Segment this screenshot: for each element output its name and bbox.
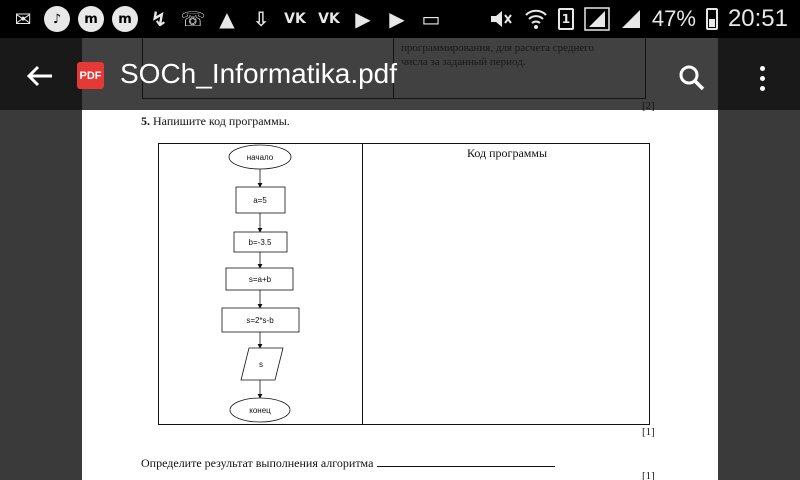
status-bar	[0, 0, 800, 38]
question-number: 5.	[141, 114, 150, 128]
signal-icon	[620, 8, 642, 30]
clock: 20:51	[727, 5, 788, 32]
more-options-button[interactable]	[744, 58, 780, 98]
back-button[interactable]	[20, 56, 60, 96]
notification-icons	[10, 6, 444, 32]
messenger-icon: m	[112, 6, 138, 32]
mute-icon	[488, 8, 514, 30]
wifi-icon	[524, 8, 548, 30]
youtube-icon: ▶	[389, 7, 405, 31]
vk-icon: VK	[284, 11, 306, 27]
battery-percent: 47%	[651, 6, 696, 31]
more-vert-icon	[760, 86, 765, 91]
search-button[interactable]	[672, 58, 712, 98]
warning-icon: ▲	[219, 7, 235, 31]
more-vert-icon	[760, 66, 765, 71]
download-icon: ⇩	[252, 7, 270, 31]
missed-call-icon: ↯	[150, 7, 168, 31]
search-icon	[678, 64, 706, 92]
question-text: Напишите код программы.	[153, 114, 290, 128]
sim1-icon: 1	[558, 8, 574, 30]
flow-step-label: s=a+b	[248, 275, 272, 284]
flow-step-label: s=2*s-b	[246, 316, 274, 325]
flow-output-label: s	[259, 360, 263, 369]
flow-start-label: начало	[246, 153, 274, 162]
flow-end-label: конец	[249, 406, 271, 415]
answer-blank	[377, 456, 555, 467]
whatsapp-icon: ☏	[180, 7, 206, 31]
signal-icon	[584, 7, 610, 31]
flowchart	[159, 144, 363, 426]
arrow-back-icon	[26, 64, 54, 88]
question-5	[141, 114, 290, 129]
battery-icon	[706, 8, 718, 30]
more-vert-icon	[760, 76, 765, 81]
flow-step-label: b=-3.5	[248, 238, 272, 247]
result-question	[141, 456, 555, 471]
score-mark: [1]	[642, 470, 655, 480]
code-header: Код программы	[466, 146, 548, 160]
pdf-file-icon: PDF	[77, 62, 104, 89]
vk-icon: VK	[318, 11, 340, 27]
cast-icon: ▭	[421, 7, 441, 31]
result-text: Определите результат выполнения алгоритма	[141, 456, 374, 470]
system-status	[488, 5, 788, 33]
music-icon: ♪	[44, 6, 70, 32]
youtube-icon: ▶	[355, 7, 371, 31]
score-mark: [1]	[642, 426, 655, 438]
app-bar	[0, 38, 800, 110]
document-title: SOCh_Informatika.pdf	[120, 58, 398, 89]
mail-icon: ✉	[14, 7, 32, 31]
flow-step-label: a=5	[253, 196, 267, 205]
messenger-icon: m	[78, 6, 104, 32]
flowchart-table	[158, 143, 650, 425]
